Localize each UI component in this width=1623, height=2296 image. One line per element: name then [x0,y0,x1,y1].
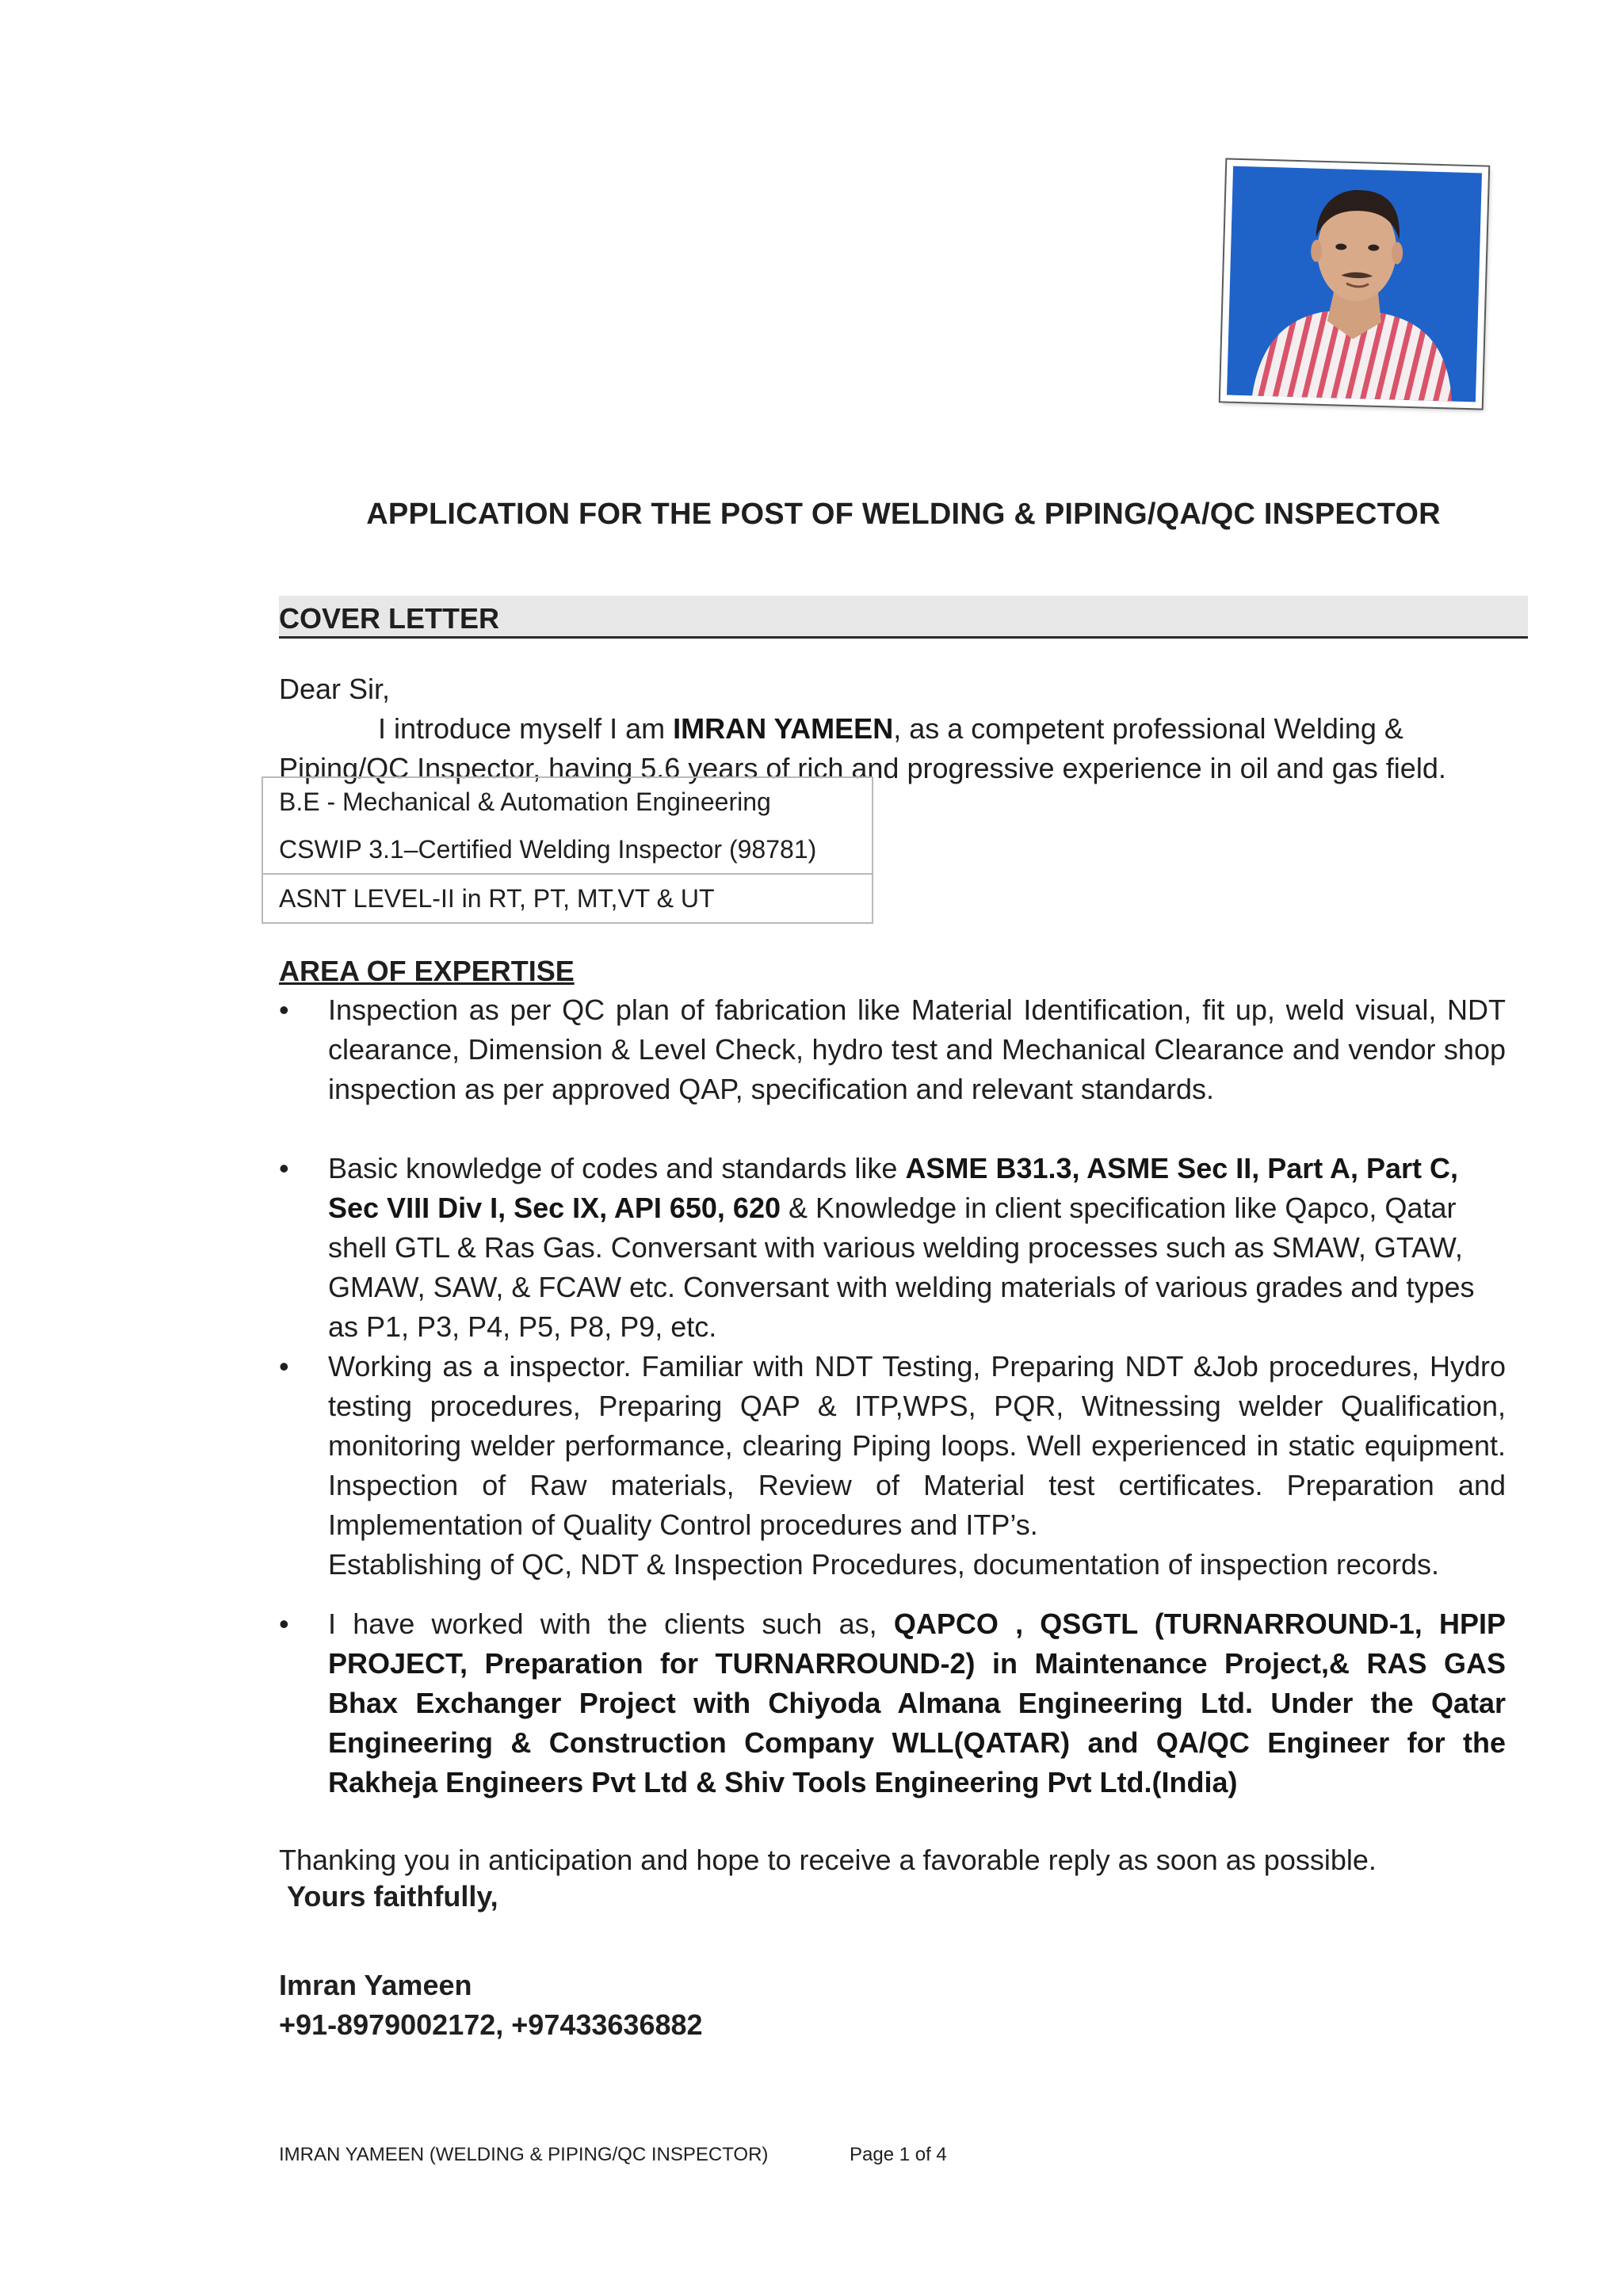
cover-letter-heading-text: COVER LETTER [279,602,500,635]
bullet-text-part: & Knowledge in client specification like Qapco, Qatar shell GTL & Ras Gas. Conversant with various welding processes such as SMAW, GTAW, GMAW, SAW, & FCAW etc. Conversant with welding materials of various grades and types as P1, P3, P4, P5, P8, P9, etc. [328,1192,1475,1343]
list-item [279,1347,1506,1585]
bullet-text [328,1149,1506,1347]
bullet-text-last-line: Establishing of QC, NDT & Inspection Procedures, documentation of inspection records. [328,1548,1440,1581]
bullet-icon: • [279,994,289,1026]
footer-title: IMRAN YAMEEN (WELDING & PIPING/QC INSPECTOR) [279,2144,769,2165]
expertise-heading: AREA OF EXPERTISE [279,955,575,987]
bullet-icon: • [279,1152,289,1184]
intro-prefix: I introduce myself I am [378,712,674,745]
cover-letter-heading [279,596,1528,639]
document-title: APPLICATION FOR THE POST OF WELDING & PIPING/QA/QC INSPECTOR [366,498,1441,531]
closing-line: Thanking you in anticipation and hope to receive a favorable reply as soon as possible. [279,1844,1377,1876]
qualifications-table [262,776,873,924]
salutation: Dear Sir, [279,673,391,705]
bullet-icon: • [279,1608,289,1640]
profile-photo [1220,159,1488,408]
sign-off: Yours faithfully, [287,1880,498,1913]
bullet-text-part: Basic knowledge of codes and standards like [328,1152,906,1184]
clients-list: QAPCO , QSGTL (TURNARROUND-1, HPIP PROJECT, Preparation for TURNARROUND-2) in Maintenance Project,& RAS GAS Bhax Exchanger Project with Chiyoda Almana Engineering Ltd. Under the Qatar Engineering & Construction Company WLL(QATAR) and QA/QC Engineer for the Rakheja Engineers Pvt Ltd & Shiv Tools Engineering Pvt Ltd.(India) [328,1608,1506,1798]
bullet-text [328,1604,1506,1802]
codes-standards: ASME B31.3, ASME Sec II, Part A, Part C, Sec VIII Div I, Sec IX, API 650, 620 [328,1152,1458,1224]
list-item [279,990,1506,1109]
signature-phone: +91-8979002172, +97433636882 [279,2008,703,2041]
applicant-name: IMRAN YAMEEN [673,712,894,745]
list-item [279,1604,1506,1802]
bullet-icon: • [279,1350,289,1383]
bullet-text: Inspection as per QC plan of fabrication like Material Identification, fit up, weld visual, NDT clearance, Dimension & Level Check, hydro test and Mechanical Clearance and vendor shop inspection as per approved QAP, specification and relevant standards. [328,994,1506,1105]
qualification-row: B.E - Mechanical & Automation Engineering [279,788,771,816]
qualification-row: ASNT LEVEL-II in RT, PT, MT,VT & UT [263,873,872,922]
intro-line-2: Piping/QC Inspector, having 5.6 years of rich and progressive experience in oil and gas field. [279,752,1446,784]
qualification-row: CSWIP 3.1–Certified Welding Inspector (98781) [279,835,817,864]
bullet-text: Working as a inspector. Familiar with NDT Testing, Preparing NDT &Job procedures, Hydro testing procedures, Preparing QAP & ITP,WPS, PQR, Witnessing welder Qualification, monitoring welder performance, clearing Piping loops. Well experienced in static equipment. Inspection of Raw materials, Review of Material test certificates. Preparation and Implementation of Quality Control procedures and ITP’s. [328,1350,1506,1541]
bullet-text-part: I have worked with the clients such as, [328,1608,894,1640]
intro-suffix: , as a competent professional Welding & [893,712,1403,745]
page-number: Page 1 of 4 [850,2144,947,2165]
signature-name: Imran Yameen [279,1969,472,2001]
list-item [279,1149,1506,1347]
